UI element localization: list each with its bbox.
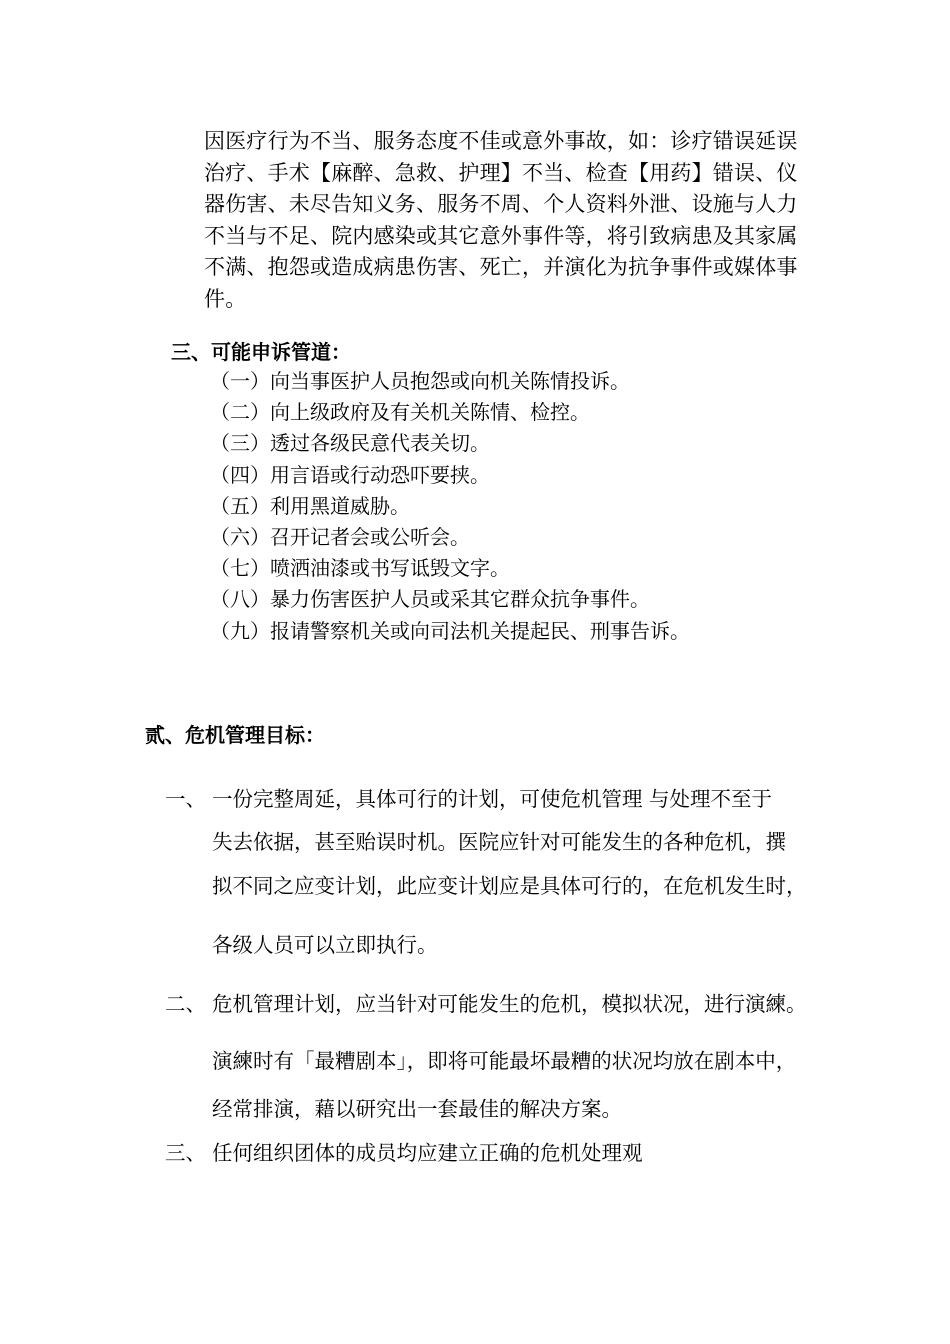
goal-line: 拟不同之应变计划，此应变计划应是具体可行的，在危机发生时， xyxy=(212,874,807,898)
goal-line: 一份完整周延，具体可行的计划，可使危机管理 与处理不至于 xyxy=(212,787,773,811)
goal-number: 一、 xyxy=(165,787,206,811)
intro-line: 治疗、手术【麻醉、急救、护理】不当、检查【用药】错误、仪 xyxy=(204,160,798,185)
goal-line: 经常排演，藉以研究出一套最佳的解决方案。 xyxy=(212,1097,622,1121)
list-item: （四）用言语或行动恐吓要挟。 xyxy=(210,462,490,487)
goal-line: 各级人员可以立即执行。 xyxy=(212,933,438,957)
intro-line: 件。 xyxy=(204,286,247,311)
intro-line: 器伤害、未尽告知义务、服务不周、个人资料外泄、设施与人力 xyxy=(204,192,798,216)
list-item: （六）召开记者会或公听会。 xyxy=(210,525,470,550)
intro-line: 不当与不足、院内感染或其它意外事件等，将引致病患及其家属 xyxy=(204,223,798,248)
appeal-channel-list xyxy=(210,366,690,647)
list-item: （二）向上级政府及有关机关陈情、检控。 xyxy=(210,400,590,425)
intro-line: 不满、抱怨或造成病患伤害、死亡，并演化为抗争事件或媒体事 xyxy=(204,255,798,279)
list-item: （八）暴力伤害医护人员或采其它群众抗争事件。 xyxy=(210,587,650,612)
intro-paragraph xyxy=(204,126,844,315)
goal-line: 失去依据，甚至贻误时机。医院应针对可能发生的各种危机，撰 xyxy=(212,830,786,854)
list-item: （九）报请警察机关或向司法机关提起民、刑事告诉。 xyxy=(210,618,690,643)
list-item: （五）利用黑道威胁。 xyxy=(210,493,410,518)
section-heading-crisis-goals: 贰、危机管理目标： xyxy=(145,723,325,747)
goal-line: 演練时有「最糟剧本」，即将可能最坏最糟的状况均放在剧本中， xyxy=(212,1049,797,1073)
goal-number: 二、 xyxy=(165,992,206,1016)
goal-line: 危机管理计划，应当针对可能发生的危机，模拟状况，进行演練。 xyxy=(212,992,807,1016)
list-item: （三）透过各级民意代表关切。 xyxy=(210,431,490,456)
list-item: （一）向当事医护人员抱怨或向机关陈情投诉。 xyxy=(210,369,630,393)
goal-line: 任何组织团体的成员均应建立正确的危机处理观 xyxy=(212,1141,643,1165)
section-heading-appeal-channels: 三、可能申诉管道： xyxy=(171,340,351,364)
list-item: （七）喷洒油漆或书写诋毁文字。 xyxy=(210,556,510,581)
intro-line: 因医疗行为不当、服务态度不佳或意外事故，如：诊疗错误延误 xyxy=(204,129,798,153)
goal-number: 三、 xyxy=(165,1141,206,1165)
